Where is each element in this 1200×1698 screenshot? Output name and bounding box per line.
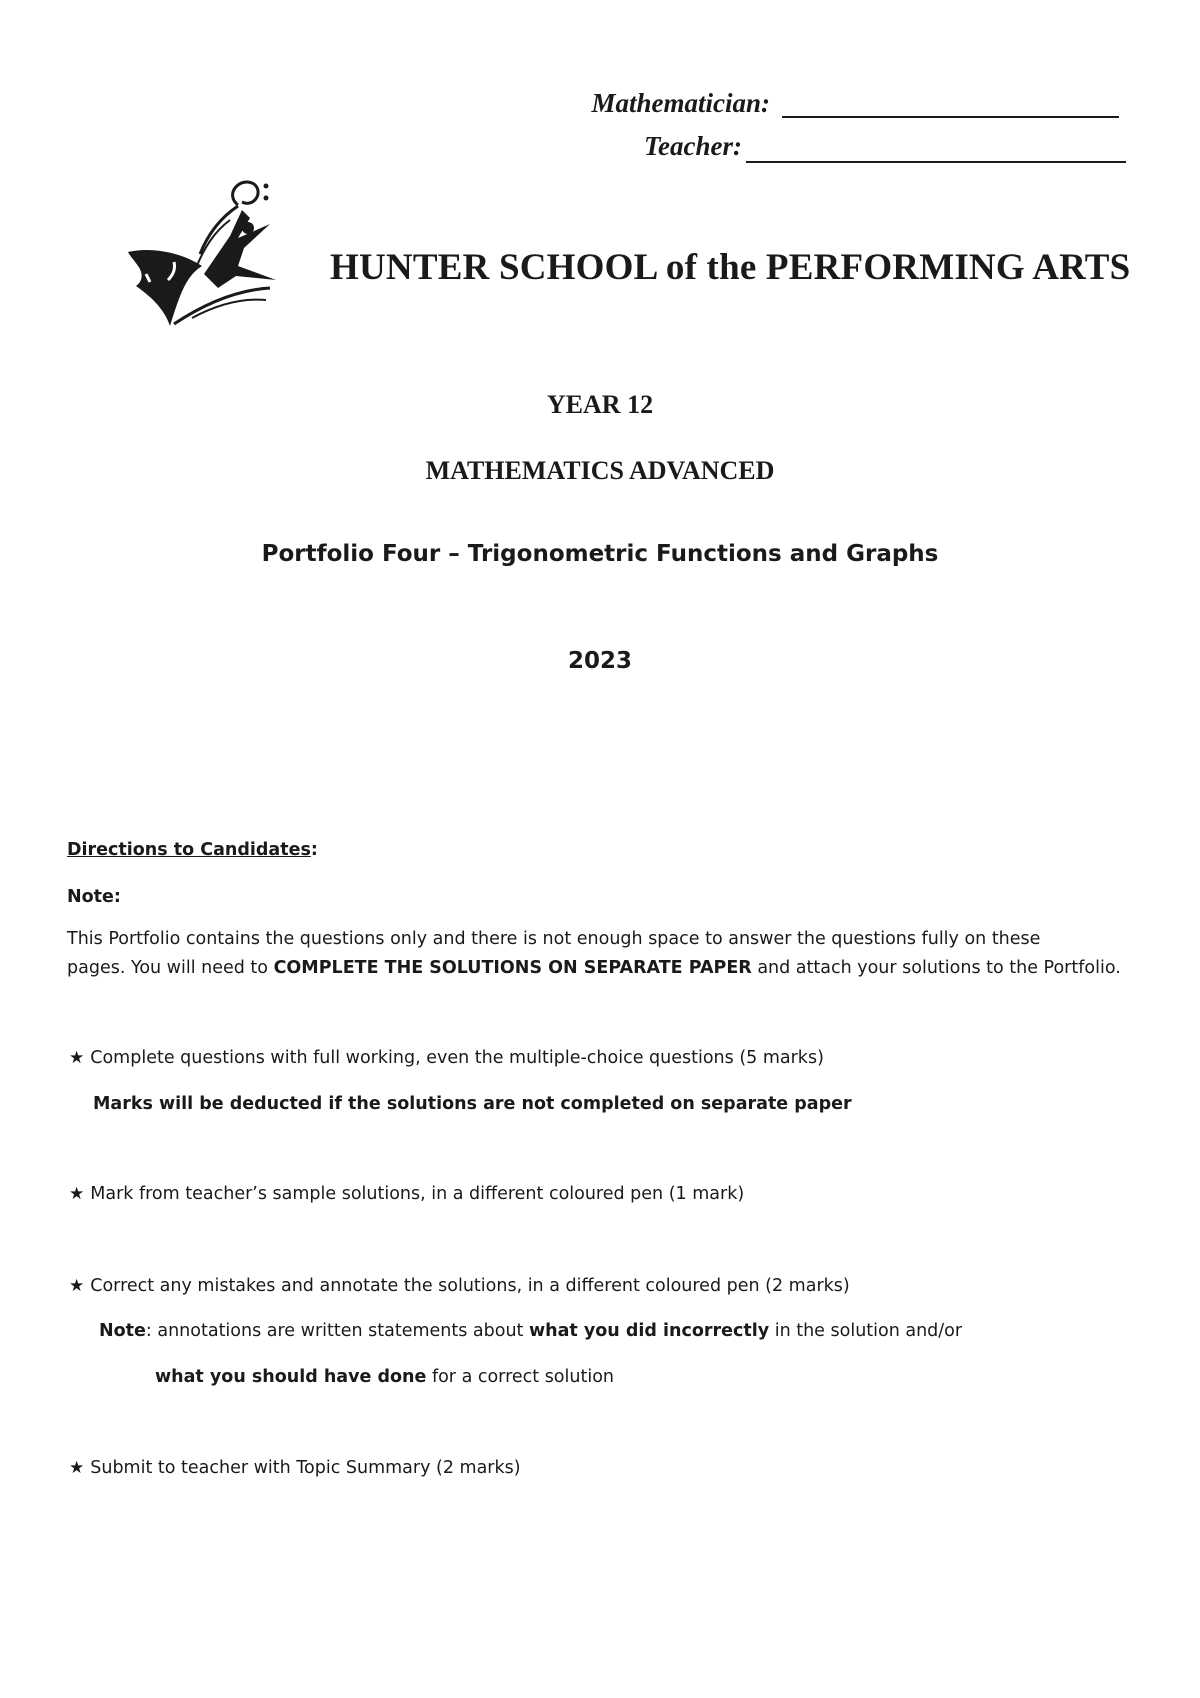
intro-line-2-post: and attach your solutions to the Portfolio.: [751, 958, 1121, 978]
intro-line-2-bold: COMPLETE THE SOLUTIONS ON SEPARATE PAPER: [273, 958, 752, 978]
bullet-text-2: Mark from teacher’s sample solutions, in a different coloured pen (1 mark): [90, 1184, 745, 1204]
annotation-note-line-2: [155, 1363, 614, 1392]
bullet-item-4: [69, 1454, 521, 1483]
mathematician-label: Mathematician:: [591, 88, 770, 118]
course-title: MATHEMATICS ADVANCED: [425, 456, 775, 485]
bullet-text-1: Complete questions with full working, even the multiple-choice questions (5 marks): [90, 1048, 824, 1068]
year-level: YEAR 12: [546, 390, 654, 419]
mathematician-field[interactable]: [782, 116, 1119, 118]
intro-line-1: This Portfolio contains the questions only and there is not enough space to answer the questions fully on these: [67, 929, 1041, 949]
annotation-note-bold-2: what you should have done: [155, 1367, 427, 1387]
annotation-note-label: Note: [99, 1321, 146, 1341]
bullet-item-2: [69, 1180, 744, 1209]
bullet-item-3: [69, 1272, 850, 1301]
star-icon: ★: [69, 1184, 85, 1204]
annotation-note-line-1: [99, 1317, 962, 1346]
intro-line-2-pre: pages. You will need to: [67, 958, 274, 978]
annotation-note-text-1: : annotations are written statements about: [145, 1321, 529, 1341]
directions-heading-colon: :: [310, 840, 318, 860]
portfolio-title: Portfolio Four – Trigonometric Functions and Graphs: [261, 541, 939, 567]
directions-heading-text: Directions to Candidates: [67, 840, 311, 860]
note-label: Note:: [67, 887, 121, 907]
teacher-field[interactable]: [746, 161, 1126, 163]
exam-year: 2023: [567, 648, 632, 674]
star-icon: ★: [69, 1458, 85, 1478]
bullet-item-1: [69, 1044, 824, 1073]
school-name: HUNTER SCHOOL of the PERFORMING ARTS: [330, 247, 1131, 288]
annotation-note-bold-1: what you did incorrectly: [528, 1321, 770, 1341]
bullet-1-warning: Marks will be deducted if the solutions are not completed on separate paper: [93, 1094, 852, 1114]
star-icon: ★: [69, 1276, 85, 1296]
intro-line-2: [67, 954, 1121, 983]
dancer-mask-logo: [120, 170, 310, 345]
directions-heading: [67, 836, 318, 865]
bullet-text-4: Submit to teacher with Topic Summary (2 marks): [90, 1458, 521, 1478]
star-icon: ★: [69, 1048, 85, 1068]
annotation-note-text-2: in the solution and/or: [769, 1321, 963, 1341]
annotation-note-text-3: for a correct solution: [426, 1367, 614, 1387]
teacher-label: Teacher:: [644, 131, 742, 161]
bullet-text-3: Correct any mistakes and annotate the solutions, in a different coloured pen (2 marks): [90, 1276, 850, 1296]
